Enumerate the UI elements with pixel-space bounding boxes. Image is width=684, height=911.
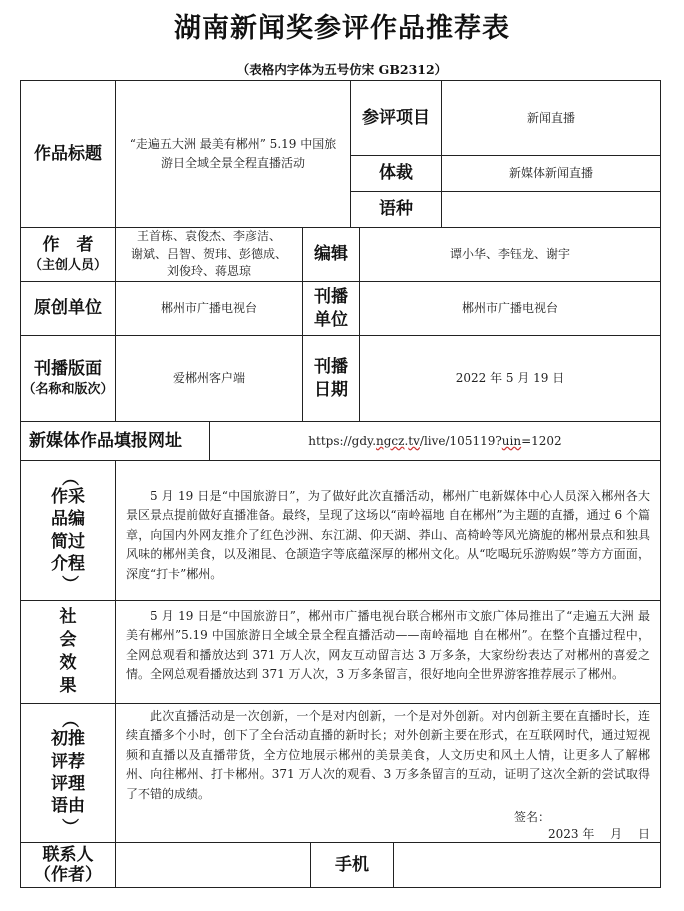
url-label	[20, 421, 210, 461]
contact-label-line-1: 联系人	[42, 844, 94, 865]
form-title: 湖南新闻奖参评作品推荐表	[174, 13, 510, 44]
url-part-path: /live/105119?	[419, 434, 502, 448]
review-label-paren-open: （	[58, 711, 79, 729]
publish-date-value[interactable]	[359, 335, 661, 422]
url-part-prefix: https://gdy.	[308, 434, 377, 448]
publish-unit-value-text: 郴州市广播电视台	[461, 301, 558, 316]
phone-label	[310, 842, 394, 888]
genre-label-text: 体裁	[379, 163, 413, 184]
url-label-text: 新媒体作品填报网址	[29, 430, 182, 451]
origin-unit-label	[20, 281, 116, 336]
process-description-text: 5 月 19 日是“中国旅游日”，为了做好此次直播活动，郴州广电新媒体中心人员深入郴州各大景区景点提前做好直播准备。最终，呈现了这场以“南岭福地 自在郴州”为主题的直播，通过 6 个篇章，向国内外网友推介了红色沙洲、东江湖、仰天湖、莽山、高椅岭等风光旖旎的郴州景点和独具风味的郴州美食，以及湘昆、仓颉造字等底蕴深厚的郴州文化。从“吃喝玩乐游购娱”等方方面面，深度“打卡”郴州。	[126, 489, 650, 581]
editors-value[interactable]	[359, 227, 661, 282]
contact-label-line-2: （作者）	[34, 865, 102, 885]
review-label-line-4: 语由	[51, 796, 85, 817]
process-label	[20, 460, 116, 601]
origin-unit-value[interactable]	[115, 281, 303, 336]
publish-section-value-text: 爱郴州客户端	[172, 371, 245, 386]
authors-line-3: 刘俊玲、蒋恩琼	[166, 264, 251, 279]
work-title-label	[20, 80, 116, 228]
form-subtitle: （表格内字体为五号仿宋 GB2312）	[236, 62, 448, 77]
publish-unit-label-line-2: 单位	[314, 309, 348, 330]
social-effect-description[interactable]	[115, 600, 661, 704]
publish-date-label-line-2: 日期	[314, 379, 348, 400]
entry-item-value[interactable]	[441, 80, 661, 156]
process-label-paren-open: （	[58, 468, 79, 486]
entry-item-value-text: 新闻直播	[526, 110, 575, 125]
url-part-domain: ngcz	[376, 434, 405, 448]
origin-unit-label-text: 原创单位	[34, 298, 102, 319]
publish-unit-label	[302, 281, 360, 336]
authors-line-1: 王首栋、袁俊杰、李彦洁、	[136, 229, 281, 244]
url-part-param: uin	[501, 434, 522, 448]
review-label-line-2: 评荐	[51, 751, 85, 772]
publish-date-label-line-1: 刊播	[314, 356, 348, 377]
author-sublabel-text: （主创人员）	[28, 258, 107, 274]
review-label-line-3: 评理	[51, 774, 85, 794]
review-label-paren-close: ）	[58, 817, 79, 835]
publish-section-label-text: 刊播版面	[34, 359, 102, 380]
process-label-line-3: 简过	[51, 531, 85, 552]
authors-value[interactable]	[115, 227, 303, 282]
social-effect-label	[20, 600, 116, 704]
review-label-line-1: 初推	[51, 729, 85, 750]
publish-section-label	[20, 335, 116, 422]
publish-section-value[interactable]	[115, 335, 303, 422]
work-url-text[interactable]	[308, 434, 561, 448]
author-label-text: 作 者	[42, 235, 94, 256]
publish-unit-label-line-1: 刊播	[314, 286, 348, 307]
work-title-value[interactable]	[115, 80, 351, 228]
review-description[interactable]	[115, 703, 661, 843]
genre-label	[350, 155, 442, 192]
url-part-separator: .	[404, 434, 409, 448]
genre-value[interactable]	[441, 155, 661, 192]
editors-value-text: 谭小华、李钰龙、谢宇	[449, 247, 570, 262]
signature-date: 2023 年 月 日	[548, 827, 650, 841]
process-description[interactable]	[115, 460, 661, 601]
effect-label-char-1: 社	[59, 607, 77, 628]
language-value[interactable]	[441, 191, 661, 228]
process-label-line-1: 作采	[51, 486, 85, 507]
contact-value[interactable]	[115, 842, 311, 888]
editor-label-text: 编辑	[314, 244, 348, 265]
entry-item-label-text: 参评项目	[362, 107, 430, 128]
signature-label: 签名：	[514, 810, 551, 824]
publish-date-label	[302, 335, 360, 422]
language-label-text: 语种	[379, 199, 413, 220]
authors-line-2: 谢斌、吕智、贺玮、彭德成、	[130, 246, 287, 261]
origin-unit-value-text: 郴州市广播电视台	[160, 301, 257, 316]
review-label	[20, 703, 116, 843]
process-label-paren-close: ）	[58, 575, 79, 593]
publish-section-sublabel-text: （名称和版次）	[22, 382, 114, 398]
publish-date-value-text: 2022 年 5 月 19 日	[455, 371, 565, 386]
review-text: 此次直播活动是一次创新，一个是对内创新，一个是对外创新。对内创新主要在直播时长，连续直播多个小时，创下了全台活动直播的新时长；对外创新主要在形式，在互联网时代，通过短视频和直播以及直播带货，全方位地展示郴州的美景美食，人文历史和风土人情，让更多人了解郴州、向往郴州、打卡郴州。371 万人次的观看、3 万多条留言的互动，证明了这次全新的尝试取得了不错的成绩。	[126, 709, 650, 801]
author-label	[20, 227, 116, 282]
url-part-suffix: =1202	[521, 434, 562, 448]
genre-value-text: 新媒体新闻直播	[508, 166, 593, 181]
url-part-tld: tv	[408, 434, 420, 448]
social-effect-text: 5 月 19 日是“中国旅游日”，郴州市广播电视台联合郴州市文旅广体局推出了“走遍五大洲 最美有郴州”5.19 中国旅游日全域全景全程直播活动——南岭福地 自在郴州”。在整个直播过程中，全网总观看和播放达到 371 万人次，网友互动留言达 3 万多条，大家纷纷表达了对郴州的喜爱之情。全网总观看播放达到 371 万人次，3 万多条留言，很好地向全世界游客推荐展示了郴州。	[126, 609, 650, 682]
work-url-link[interactable]	[209, 421, 661, 461]
phone-label-text: 手机	[335, 854, 369, 875]
work-title-label-text: 作品标题	[34, 143, 102, 164]
process-label-line-2: 品编	[51, 509, 85, 530]
entry-item-label	[350, 80, 442, 156]
effect-label-char-3: 效	[59, 653, 77, 673]
process-label-line-4: 介程	[51, 553, 85, 574]
language-label	[350, 191, 442, 228]
work-title-value-text: “走遍五大洲 最美有郴州” 5.19 中国旅游日全域全景全程直播活动	[129, 137, 337, 170]
nomination-form-table	[20, 80, 661, 888]
phone-value[interactable]	[393, 842, 661, 888]
effect-label-char-2: 会	[59, 630, 77, 651]
editor-label	[302, 227, 360, 282]
publish-unit-value[interactable]	[359, 281, 661, 336]
effect-label-char-4: 果	[59, 675, 77, 696]
contact-label	[20, 842, 116, 888]
